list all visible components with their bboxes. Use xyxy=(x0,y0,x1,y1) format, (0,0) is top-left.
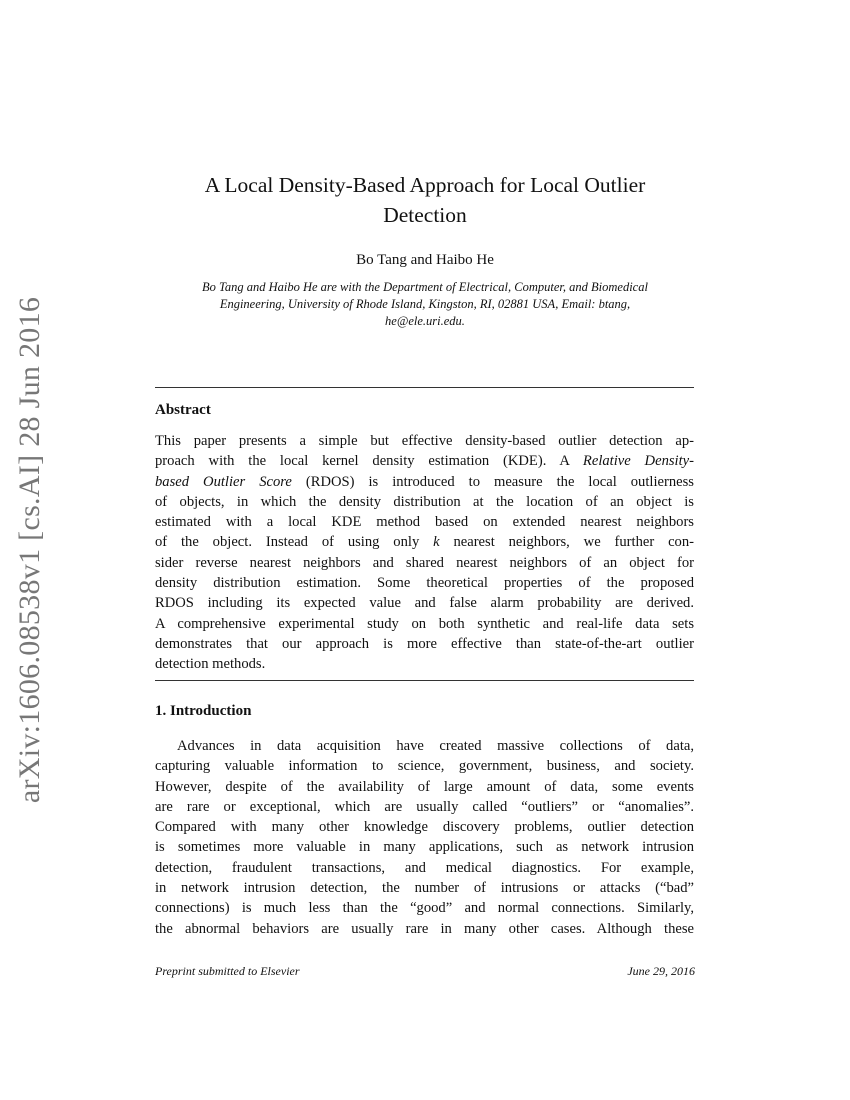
abstract-line: estimated with a local KDE method based on extended nearest neighbors xyxy=(155,514,694,531)
affiliation-line: Engineering, University of Rhode Island, Kingston, RI, 02881 USA, Email: btang, xyxy=(219,297,631,311)
intro-line: Compared with many other knowledge discovery problems, outlier detection xyxy=(155,819,694,836)
abstract-line: This paper presents a simple but effective density-based outlier detection ap- xyxy=(155,433,694,449)
abstract-top-rule xyxy=(155,387,694,388)
title-line-1: A Local Density-Based Approach for Local Outlier xyxy=(204,173,646,197)
title-line-2: Detection xyxy=(383,203,467,227)
abstract-line: A comprehensive experimental study on both synthetic and real-life data sets xyxy=(155,615,694,632)
abstract-line: proach with the local kernel density estimation (KDE). A Relative Density- xyxy=(155,453,694,470)
intro-line: are rare or exceptional, which are usually called “outliers” or “anomalies”. xyxy=(155,798,694,815)
abstract-line: of the object. Instead of using only k nearest neighbors, we further con- xyxy=(155,534,695,551)
intro-line: Advances in data acquisition have created massive collections of data, xyxy=(177,738,694,754)
paper-title xyxy=(155,170,695,230)
math-variable: k xyxy=(433,534,440,551)
affiliation-line: Bo Tang and Haibo He are with the Department of Electrical, Computer, and Biomedical xyxy=(202,280,648,294)
abstract-body xyxy=(155,431,694,675)
intro-line: capturing valuable information to science, government, business, and society. xyxy=(155,758,694,775)
intro-line: detection, fraudulent transactions, and medical diagnostics. For example, xyxy=(155,859,694,876)
intro-line: However, despite of the availability of large amount of data, some events xyxy=(155,778,694,795)
footer-date: June 29, 2016 xyxy=(627,964,695,978)
abstract-line: RDOS including its expected value and false alarm probability are derived. xyxy=(155,595,694,612)
abstract-line: demonstrates that our approach is more effective than state-of-the-art outlier xyxy=(155,635,694,652)
affiliation xyxy=(155,279,695,330)
arxiv-identifier: arXiv:1606.08538v1 [cs.AI] 28 Jun 2016 xyxy=(13,296,46,804)
abstract-line: of objects, in which the density distribution at the location of an object is xyxy=(155,493,694,510)
intro-line: the abnormal behaviors are usually rare in many other cases. Although these xyxy=(155,920,694,937)
author-names: Bo Tang and Haibo He xyxy=(356,252,494,268)
introduction-body xyxy=(155,736,694,939)
intro-line: is sometimes more valuable in many applications, such as network intrusion xyxy=(155,839,694,856)
intro-line: connections) is much less than the “good” and normal connections. Similarly, xyxy=(155,900,694,917)
section-heading: 1. Introduction xyxy=(155,703,252,719)
abstract-bottom-rule xyxy=(155,680,694,681)
affiliation-line: he@ele.uri.edu. xyxy=(385,314,465,328)
abstract-line: sider reverse nearest neighbors and shared nearest neighbors of an object for xyxy=(155,554,694,571)
abstract-line: density distribution estimation. Some theoretical properties of the proposed xyxy=(155,575,694,592)
abstract-line: detection methods. xyxy=(155,656,266,673)
emphasis: based Outlier Score xyxy=(155,473,292,490)
arxiv-sidebar-stamp xyxy=(5,296,55,804)
abstract-line: based Outlier Score (RDOS) is introduced to measure the local outlierness xyxy=(155,473,694,490)
footer-preprint-note: Preprint submitted to Elsevier xyxy=(155,964,300,978)
intro-line: in network intrusion detection, the number of intrusions or attacks (“bad” xyxy=(155,880,694,897)
emphasis: Relative Density- xyxy=(582,453,694,470)
abstract-heading: Abstract xyxy=(155,402,211,418)
